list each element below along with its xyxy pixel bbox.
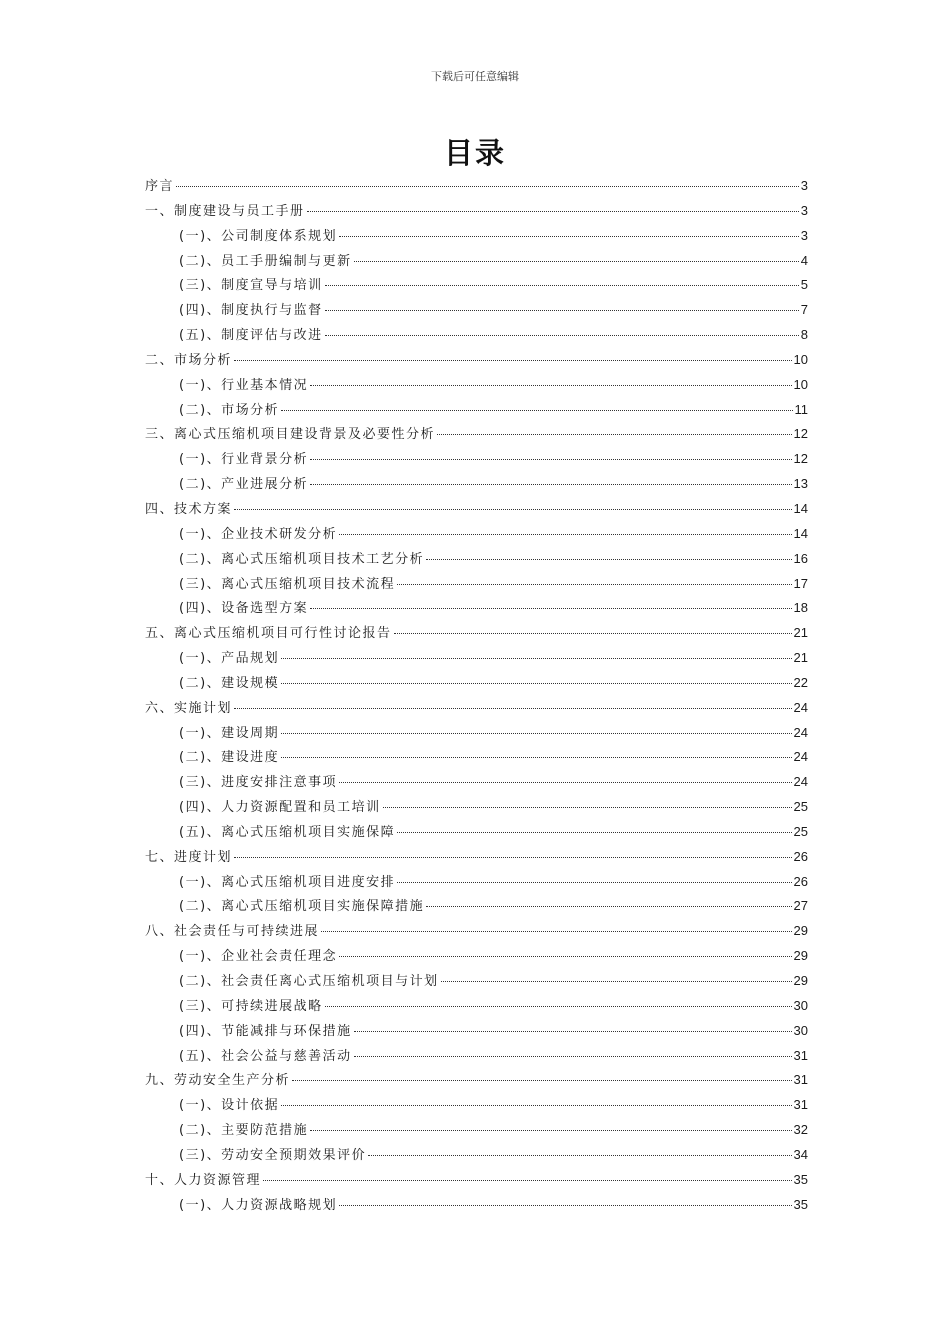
toc-dot-leader: [281, 410, 792, 411]
toc-entry[interactable]: [145, 1020, 808, 1045]
toc-entry-label: (二)、社会责任离心式压缩机项目与计划: [179, 974, 439, 989]
toc-entry[interactable]: [145, 1045, 808, 1070]
toc-dot-leader: [339, 782, 791, 783]
toc-entry[interactable]: [145, 697, 808, 722]
toc-dot-leader: [325, 335, 799, 336]
toc-entry[interactable]: [145, 473, 808, 498]
toc-entry[interactable]: [145, 945, 808, 970]
toc-entry-page: 25: [793, 799, 808, 815]
toc-entry-page: 31: [793, 1072, 808, 1088]
toc-entry-label: (二)、建设进度: [179, 750, 280, 766]
toc-entry-page: 21: [793, 650, 808, 666]
toc-entry-page: 5: [800, 277, 808, 293]
toc-entry-label: (四)、节能减排与环保措施: [179, 1023, 352, 1039]
toc-entry-page: 26: [793, 848, 808, 864]
toc-dot-leader: [292, 1080, 792, 1081]
toc-entry[interactable]: [145, 970, 808, 995]
toc-entry-page: 3: [800, 178, 808, 193]
toc-dot-leader: [234, 509, 792, 510]
toc-dot-leader: [234, 857, 792, 858]
toc-entry-label: (三)、进度安排注意事项: [179, 775, 338, 791]
toc-dot-leader: [281, 658, 791, 659]
toc-dot-leader: [397, 584, 791, 585]
toc-entry-label: (二)、主要防范措施: [179, 1123, 309, 1139]
toc-dot-leader: [325, 285, 799, 286]
toc-entry-label: (五)、制度评估与改进: [179, 328, 323, 344]
toc-entry-label: (一)、产品规划: [179, 651, 280, 667]
toc-entry-label: (一)、离心式压缩机项目进度安排: [179, 874, 396, 890]
toc-dot-leader: [354, 1031, 792, 1032]
toc-entry-label: (四)、设备选型方案: [179, 601, 309, 617]
toc-entry-page: 22: [793, 674, 808, 690]
toc-dot-leader: [310, 608, 791, 609]
toc-entry-label: 二、市场分析: [145, 352, 233, 368]
toc-entry[interactable]: [145, 920, 808, 945]
table-of-contents: [145, 175, 808, 1218]
toc-entry-label: (三)、可持续进展战略: [179, 998, 323, 1014]
toc-entry-label: 九、劳动安全生产分析: [145, 1073, 291, 1089]
toc-entry-page: 8: [800, 327, 808, 343]
toc-entry-page: 31: [793, 1097, 808, 1113]
toc-entry-page: 10: [793, 376, 808, 392]
toc-entry[interactable]: [145, 299, 808, 324]
toc-entry[interactable]: [145, 523, 808, 548]
toc-entry-page: 7: [800, 302, 808, 318]
toc-dot-leader: [325, 1006, 792, 1007]
toc-entry-page: 29: [793, 948, 808, 964]
toc-entry[interactable]: [145, 374, 808, 399]
toc-entry[interactable]: [145, 250, 808, 275]
toc-entry-label: 四、技术方案: [145, 501, 233, 517]
toc-entry-page: 21: [793, 625, 808, 641]
toc-entry-label: 十、人力资源管理: [145, 1172, 262, 1188]
toc-entry-page: 11: [794, 401, 808, 417]
toc-entry[interactable]: [145, 1094, 808, 1119]
toc-entry-page: 18: [793, 600, 808, 616]
toc-entry[interactable]: [145, 200, 808, 225]
toc-entry[interactable]: [145, 722, 808, 747]
toc-dot-leader: [321, 931, 792, 932]
toc-dot-leader: [310, 1130, 791, 1131]
toc-entry-label: 三、离心式压缩机项目建设背景及必要性分析: [145, 427, 436, 443]
toc-dot-leader: [310, 459, 791, 460]
toc-dot-leader: [354, 1056, 792, 1057]
toc-entry-label: 一、制度建设与员工手册: [145, 203, 305, 219]
toc-entry-label: 六、实施计划: [145, 700, 233, 716]
toc-entry[interactable]: [145, 821, 808, 846]
toc-dot-leader: [263, 1180, 792, 1181]
toc-entry-label: (二)、员工手册编制与更新: [179, 253, 352, 269]
toc-dot-leader: [397, 832, 791, 833]
toc-entry-page: 31: [793, 1047, 808, 1063]
toc-entry-label: (五)、社会公益与慈善活动: [179, 1048, 352, 1064]
toc-entry-label: (一)、行业背景分析: [179, 452, 309, 468]
toc-entry-page: 24: [793, 774, 808, 790]
toc-entry-page: 4: [800, 252, 808, 268]
toc-dot-leader: [339, 956, 791, 957]
toc-entry[interactable]: [145, 871, 808, 896]
toc-entry-label: (五)、离心式压缩机项目实施保障: [179, 824, 396, 840]
toc-entry[interactable]: [145, 796, 808, 821]
toc-entry[interactable]: [145, 846, 808, 871]
toc-entry[interactable]: [145, 597, 808, 622]
toc-dot-leader: [426, 559, 791, 560]
toc-entry[interactable]: [145, 225, 808, 250]
toc-entry-label: (二)、离心式压缩机项目技术工艺分析: [179, 551, 425, 567]
toc-entry[interactable]: [145, 995, 808, 1020]
toc-dot-leader: [441, 981, 792, 982]
toc-dot-leader: [339, 236, 799, 237]
toc-entry-page: 24: [793, 699, 808, 715]
toc-entry-page: 30: [793, 997, 808, 1013]
toc-entry-page: 34: [793, 1146, 808, 1162]
toc-entry-page: 32: [793, 1122, 808, 1138]
toc-entry-label: (一)、设计依据: [179, 1098, 280, 1114]
toc-entry-page: 16: [793, 550, 808, 566]
toc-entry-page: 26: [793, 873, 808, 889]
toc-entry[interactable]: [145, 324, 808, 349]
toc-entry-page: 35: [793, 1196, 808, 1212]
toc-entry[interactable]: [145, 622, 808, 647]
toc-dot-leader: [281, 733, 791, 734]
toc-entry-page: 14: [793, 525, 808, 541]
toc-entry[interactable]: [145, 274, 808, 299]
toc-entry[interactable]: [145, 498, 808, 523]
header-note: 下载后可任意编辑: [431, 70, 519, 83]
toc-entry[interactable]: [145, 1069, 808, 1094]
toc-entry-page: 10: [793, 351, 808, 367]
toc-entry-label: (二)、建设规模: [179, 675, 280, 691]
toc-entry[interactable]: [145, 1194, 808, 1219]
toc-entry-label: (三)、制度宣导与培训: [179, 278, 323, 294]
toc-title: 目录: [443, 136, 506, 170]
toc-entry-page: 12: [793, 426, 808, 442]
toc-entry[interactable]: [145, 647, 808, 672]
toc-dot-leader: [310, 484, 791, 485]
toc-entry-page: 35: [793, 1171, 808, 1187]
toc-dot-leader: [354, 261, 799, 262]
toc-entry-label: 八、社会责任与可持续进展: [145, 924, 320, 940]
toc-entry[interactable]: [145, 1119, 808, 1144]
toc-entry-label: (二)、产业进展分析: [179, 477, 309, 493]
toc-entry[interactable]: [145, 895, 808, 920]
toc-entry-label: (一)、建设周期: [179, 725, 280, 741]
toc-entry-label: (三)、劳动安全预期效果评价: [179, 1147, 367, 1163]
toc-dot-leader: [426, 906, 791, 907]
toc-entry-label: (二)、市场分析: [179, 402, 280, 418]
toc-entry-page: 3: [800, 202, 808, 218]
toc-entry-label: (一)、企业社会责任理念: [179, 949, 338, 965]
toc-entry-page: 29: [793, 923, 808, 939]
toc-entry-page: 3: [800, 227, 808, 243]
toc-dot-leader: [339, 534, 791, 535]
toc-dot-leader: [176, 186, 799, 187]
toc-entry[interactable]: [145, 548, 808, 573]
toc-entry-page: 13: [793, 476, 808, 492]
toc-entry-page: 27: [793, 898, 808, 914]
toc-entry[interactable]: [145, 746, 808, 771]
toc-entry-label: (三)、离心式压缩机项目技术流程: [179, 576, 396, 592]
toc-entry[interactable]: [145, 1169, 808, 1194]
toc-dot-leader: [310, 385, 791, 386]
toc-entry-label: 五、离心式压缩机项目可行性讨论报告: [145, 626, 392, 642]
toc-entry-page: 24: [793, 749, 808, 765]
toc-entry[interactable]: [145, 573, 808, 598]
toc-entry-label: (四)、制度执行与监督: [179, 303, 323, 319]
toc-entry[interactable]: [145, 175, 808, 200]
toc-entry-label: 序言: [145, 179, 175, 194]
toc-entry-label: (四)、人力资源配置和员工培训: [179, 800, 381, 816]
toc-entry-label: (二)、离心式压缩机项目实施保障措施: [179, 899, 425, 915]
toc-entry-label: 七、进度计划: [145, 849, 233, 865]
toc-entry-page: 17: [793, 575, 808, 591]
toc-entry-page: 30: [793, 1022, 808, 1038]
toc-dot-leader: [339, 1205, 791, 1206]
toc-entry-page: 12: [793, 451, 808, 467]
toc-dot-leader: [394, 633, 792, 634]
toc-dot-leader: [234, 708, 792, 709]
toc-entry-page: 14: [793, 500, 808, 516]
toc-dot-leader: [368, 1155, 791, 1156]
toc-entry[interactable]: [145, 448, 808, 473]
toc-entry[interactable]: [145, 399, 808, 424]
toc-entry-label: (一)、行业基本情况: [179, 377, 309, 393]
toc-entry[interactable]: [145, 1144, 808, 1169]
toc-entry[interactable]: [145, 423, 808, 448]
toc-dot-leader: [234, 360, 792, 361]
toc-dot-leader: [281, 757, 791, 758]
toc-entry[interactable]: [145, 672, 808, 697]
toc-entry[interactable]: [145, 349, 808, 374]
toc-dot-leader: [325, 310, 799, 311]
toc-dot-leader: [383, 807, 792, 808]
toc-dot-leader: [281, 1105, 791, 1106]
toc-dot-leader: [397, 882, 791, 883]
toc-entry-page: 25: [793, 823, 808, 839]
toc-dot-leader: [307, 211, 799, 212]
toc-entry-page: 29: [793, 973, 808, 988]
toc-entry[interactable]: [145, 771, 808, 796]
toc-entry-label: (一)、企业技术研发分析: [179, 526, 338, 542]
toc-entry-page: 24: [793, 724, 808, 740]
toc-dot-leader: [437, 434, 792, 435]
toc-entry-label: (一)、公司制度体系规划: [179, 228, 338, 244]
toc-entry-label: (一)、人力资源战略规划: [179, 1197, 338, 1213]
toc-dot-leader: [281, 683, 791, 684]
